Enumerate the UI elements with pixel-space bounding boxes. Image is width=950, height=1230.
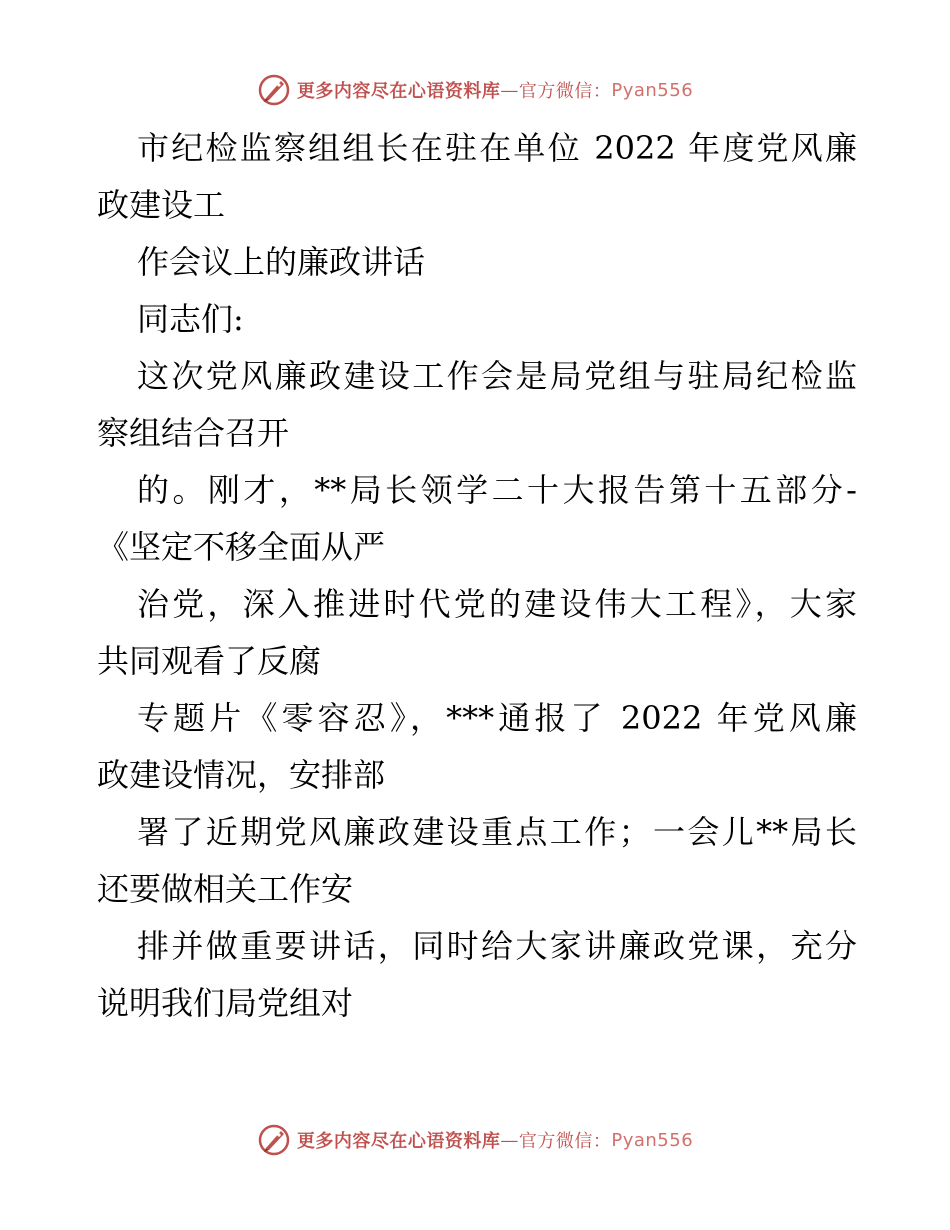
pen-logo-icon: [257, 73, 291, 107]
body-line: 作会议上的廉政讲话: [137, 243, 426, 281]
watermark-main-text: 更多内容尽在心语资料库: [296, 81, 501, 102]
body-line: 还要做相关工作安: [97, 870, 354, 908]
body-line: 政建设情况，安排部: [97, 756, 386, 794]
header-watermark: [0, 70, 950, 110]
body-line: 署了近期党风廉政建设重点工作；一会儿**局长: [137, 813, 857, 851]
watermark-label: 官方微信：: [518, 81, 612, 102]
watermark-id: Pyan556: [611, 1129, 694, 1151]
body-line: 治党，深入推进时代党的建设伟大工程》，大家: [137, 585, 857, 623]
watermark-id: Pyan556: [611, 79, 694, 101]
watermark-label: 官方微信：: [518, 1131, 612, 1152]
body-line: 说明我们局党组对: [97, 984, 354, 1022]
watermark-main-text: 更多内容尽在心语资料库: [296, 1131, 501, 1152]
body-line: 《坚定不移全面从严: [97, 528, 386, 566]
body-lines: [97, 120, 857, 1032]
body-line: 这次党风廉政建设工作会是局党组与驻局纪检监: [137, 357, 857, 395]
body-line: 共同观看了反腐: [97, 642, 322, 680]
footer-watermark: [0, 1120, 950, 1160]
body-line: 市纪检监察组组长在驻在单位 2022 年度党风廉: [137, 129, 857, 167]
body-line: 专题片《零容忍》，***通报了 2022 年党风廉: [137, 699, 857, 737]
watermark-separator: —: [500, 79, 519, 101]
body-line: 政建设工: [97, 186, 226, 224]
watermark-separator: —: [500, 1129, 519, 1151]
body-line: 同志们:: [137, 300, 244, 338]
body-line: 排并做重要讲话，同时给大家讲廉政党课，充分: [137, 927, 857, 965]
body-line: 的。刚才，**局长领学二十大报告第十五部分-: [137, 471, 857, 509]
body-line: 察组结合召开: [97, 414, 290, 452]
pen-logo-icon: [257, 1123, 291, 1157]
document-body: [97, 120, 857, 1032]
